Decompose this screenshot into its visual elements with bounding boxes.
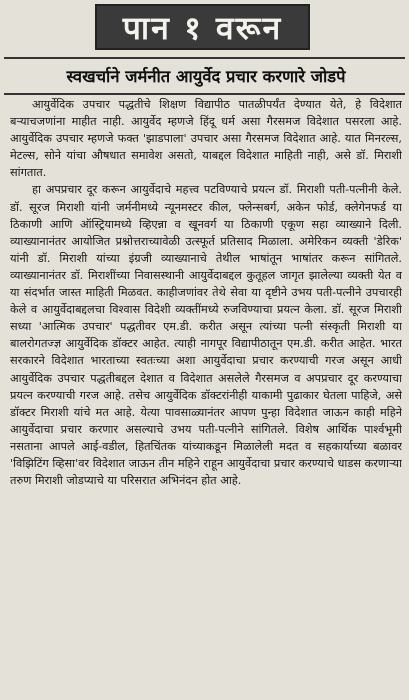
article-paragraph: आयुर्वेदिक उपचार पद्धतीचे शिक्षण विद्यापीठ पातळीपर्यंत देण्यात येते, हे विदेशात बऱ्याचजणांना माहीत नाही. आयुर्वेद म्हणजे हिंदू धर्म असा गैरसमज विदेशात पसरला आहे. आयुर्वेदिक उपचार म्हणजे फक्त 'झाडपाला' उपचार असा गैरसमज विदेशात आहे. यात मिनरल्स, मेटल्स, सोने यांचा औषधात समावेश असतो, याबद्दल विदेशात माहिती नाही, असे डॉ. मिराशी सांगतात. (10, 98, 402, 180)
banner-text: पान १ वरून (122, 8, 283, 47)
headline-divider (4, 93, 405, 95)
article-body (10, 96, 402, 700)
top-divider (4, 57, 405, 59)
article-headline: स्वखर्चाने जर्मनीत आयुर्वेद प्रचार करणारे जोडपे (66, 67, 346, 86)
continued-from-page-banner (95, 4, 310, 50)
article-paragraph: हा अपप्रचार दूर करून आयुर्वेदाचे महत्त्व पटविण्याचे प्रयत्न डॉ. मिराशी पती-पत्नीनी केले. डॉ. सूरज मिराशी यांनी जर्मनीमध्ये न्यूनमस्टर कील, फ्लेन्सबर्ग, अकेन फोर्ड, क्लेगेनफर्ड या ठिकाणी आणि ऑस्ट्रियामध्ये व्हिएन्ना व खूनवर्ग या ठिकाणी एकूण सहा व्याख्याने दिली. व्याख्यानानंतर आयोजित प्रश्नोत्तराच्यावेळी उत्स्फूर्त प्रतिसाद मिळाला. अमेरिकन व्यक्ती 'डेरिक' यांनी डॉ. मिराशी यांच्या इंग्रजी व्याख्यानाचे तेथील भाषांतून भाषांतर करून सांगितले. व्याख्यानानंतर डॉ. मिराशींच्या निवासस्थानी आयुर्वेदाबद्दल कुतूहल जागृत झालेल्या व्यक्ती येत व या संदर्भात जास्त माहिती मिळवत. काहीजणांवर तेथे सेवा या दृष्टीने उभय पती-पत्नीने उपचारही केले व आयुर्वेदाबद्दलचा विश्वास विदेशी व्यक्तींमध्ये रुजविण्याचा प्रयत्न केला. डॉ. सूरज मिराशी सध्या 'आत्मिक उपचार' पद्धतीवर एम.डी. करीत असून त्यांच्या पत्नी संस्कृती मिराशी या बालरोगतज्ज्ञ आयुर्वेदिक डॉक्टर आहेत. त्याही नागपूर विद्यापीठातून एम.डी. करीत आहेत. भारत सरकारने विदेशात भारताच्या स्वतःच्या अशा आयुर्वेदाचा प्रचार करण्याची गरज असून आधी आयुर्वेदिक उपचार पद्धतीबद्दल देशात व विदेशात असलेले गैरसमज व अपप्रचार दूर करण्याचा प्रयत्न करण्याची गरज आहे. तसेच आयुर्वेदिक डॉक्टरांनीही याकामी पुढाकार घेतला पाहिजे, असे डॉक्टर मिराशी यांचे मत आहे. येत्या पावसाळ्यानंतर आपण पुन्हा विदेशात जाऊन काही महिने आयुर्वेदाचा प्रचार करणार असल्याचे उभय पती-पत्नीने सांगितले. विशेष आर्थिक पार्श्वभूमी नसताना आपले आई-वडील, हितचिंतक यांच्याकडून मिळालेली मदत व सहकार्याच्या बळावर 'विझिटिंग व्हिसा'वर विदेशात जाऊन तीन महिने राहून आयुर्वेदाचा प्रचार करण्याचे धाडस करणाऱ्या तरुण मिराशी जोडप्याचे या परिसरात अभिनंदन होत आहे. (10, 183, 402, 488)
